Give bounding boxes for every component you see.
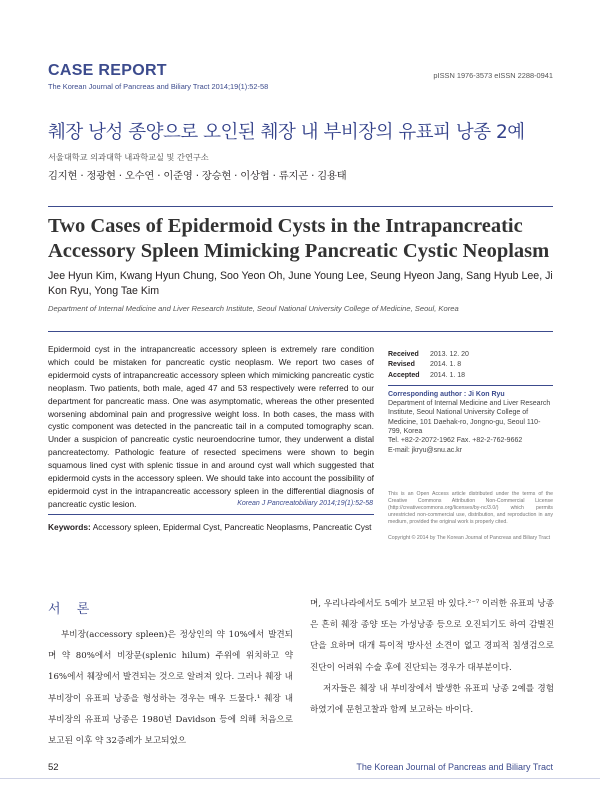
title-divider	[48, 206, 553, 207]
article-type-label: CASE REPORT	[48, 62, 167, 79]
article-dates	[388, 350, 553, 380]
corresponding-author-label: Corresponding author : Ji Kon Ryu	[388, 390, 505, 398]
korean-affiliation: 서울대학교 의과대학 내과학교실 및 간연구소	[48, 152, 209, 162]
keywords-list: Accessory spleen, Epidermal Cyst, Pancreatic Neoplasms, Pancreatic Cyst	[92, 522, 372, 532]
copyright-note: Copyright © 2014 by The Korean Journal of Pancreas and Biliary Tract	[388, 535, 551, 541]
korean-title: 췌장 낭성 종양으로 오인된 췌장 내 부비장의 유표피 낭종 2예	[48, 122, 525, 143]
accepted-date: 2014. 1. 18	[430, 371, 466, 379]
page-number: 52	[48, 762, 59, 773]
revised-date: 2014. 1. 8	[430, 361, 462, 369]
english-department: Department of Internal Medicine and Liver Research Institute, Seoul National University College of Medicine, Seoul, Korea	[48, 304, 459, 313]
sidebar-divider	[388, 385, 553, 386]
body-paragraph: 저자들은 췌장 내 부비장에서 발생한 유표피 낭종 2예를 경험하였기에 문헌고찰과 함께 보고하는 바이다.	[310, 683, 554, 716]
article-info-sidebar	[388, 350, 553, 455]
english-title: Two Cases of Epidermoid Cysts in the Intrapancreatic Accessory Spleen Mimicking Pancreatic Cystic Neoplasm	[48, 215, 550, 262]
korean-authors: 김지현 · 정광현 · 오수연 · 이준영 · 장승현 · 이상협 · 류지곤 · 김용태	[48, 170, 347, 182]
journal-citation: The Korean Journal of Pancreas and Biliary Tract 2014;19(1):52-58	[48, 82, 269, 91]
keywords-divider	[48, 514, 374, 515]
abstract-divider	[48, 331, 553, 332]
footer-divider	[0, 778, 600, 779]
body-paragraph: 부비장(accessory spleen)은 정상인의 약 10%에서 발견되며 약 80%에서 비장문(splenic hilum) 주위에 위치하고 약 16%에서 췌장에서 발견되는 것으로 알려져 있다. 그러나 췌장 내 부비장이 유표피 낭종을 형성하는 경우는 매우 드물다.¹ 췌장 내 부비장의 유표피 낭종은 1980년 Davidson 등에 의해 처음으로 보고된 이후 약 32증례가 보고되었으	[48, 630, 293, 747]
received-label: Received	[388, 351, 419, 358]
keywords	[48, 522, 378, 532]
body-right-column	[310, 594, 554, 721]
body-paragraph: 며, 우리나라에서도 5예가 보고된 바 있다.²⁻⁷ 이러한 유표피 낭종은 흔히 췌장 종양 또는 가성낭종 등으로 오진되기도 하여 감별진단을 요하며 대개 특이적 방사선 소견이 없고 경피적 침생검으로 진단이 어려워 수술 후에 진단되는 경우가 대부분이다.	[310, 599, 554, 673]
abstract-citation: Korean J Pancreatobiliary 2014;19(1):52-58	[237, 500, 373, 507]
footer-journal-name: The Korean Journal of Pancreas and Biliary Tract	[356, 762, 553, 772]
license-note: This is an Open Access article distributed under the terms of the Creative Commons Attribution Non-Commercial License (http://creativecommons.org/licenses/by-nc/3.0/) which permits unrestricted non-commercial use, distribution, and reproduction in any medium, provided the original work is properly cited.	[388, 491, 553, 525]
issn-label: pISSN 1976-3573 eISSN 2288-0941	[433, 71, 553, 80]
body-left-column	[48, 625, 293, 752]
keywords-label: Keywords:	[48, 522, 91, 532]
english-authors: Jee Hyun Kim, Kwang Hyun Chung, Soo Yeon Oh, June Young Lee, Seung Hyeon Jang, Sang Hyub Lee, Ji Kon Ryu, Yong Tae Kim	[48, 270, 553, 297]
accepted-label: Accepted	[388, 371, 420, 379]
revised-label: Revised	[388, 361, 415, 369]
corresponding-address: Department of Internal Medicine and Liver Research Institute, Seoul National University College of Medicine, 101 Daehak-ro, Jongno-gu, Seoul 110-799, Korea	[388, 400, 551, 436]
section-title: 서 론	[48, 602, 96, 617]
abstract-text: Epidermoid cyst in the intrapancreatic accessory spleen is extremely rare condition which could be mistaken for pancreatic cystic neoplasm. We report two cases of epidermoid cysts of intrapancreatic accessory spleen which mimicking pancreatic cystic neoplasm. Two patients, both male, aged 47 and 53 respectively were referred to our department for pancreatic mass. One was asymptomatic, whereas the other presented worsening abdominal pain and progressive weight loss. In both cases, the mass with cystic component was detected in the pancreatic tail in a computed tomography scan. Under a suspicion of pancreatic cystic neuroendocrine tumor, they underwent a distal pancreatectomy. Pathologic feature of resected specimens were shown to begin squamous lined cyst with splenic tissue in and around cyst wall which suggested that epidermoid cysts in the accessory spleen. We should take into account the possibility of epidermoid cyst in the intrapancreatic accessory spleen in the differential diagnosis of pancreatic cystic lesion.	[48, 344, 374, 509]
corresponding-phone: Tel. +82-2-2072-1962 Fax. +82-2-762-9662	[388, 437, 523, 445]
corresponding-email: E-mail: jkryu@snu.ac.kr	[388, 446, 463, 454]
received-date: 2013. 12. 20	[430, 351, 469, 358]
